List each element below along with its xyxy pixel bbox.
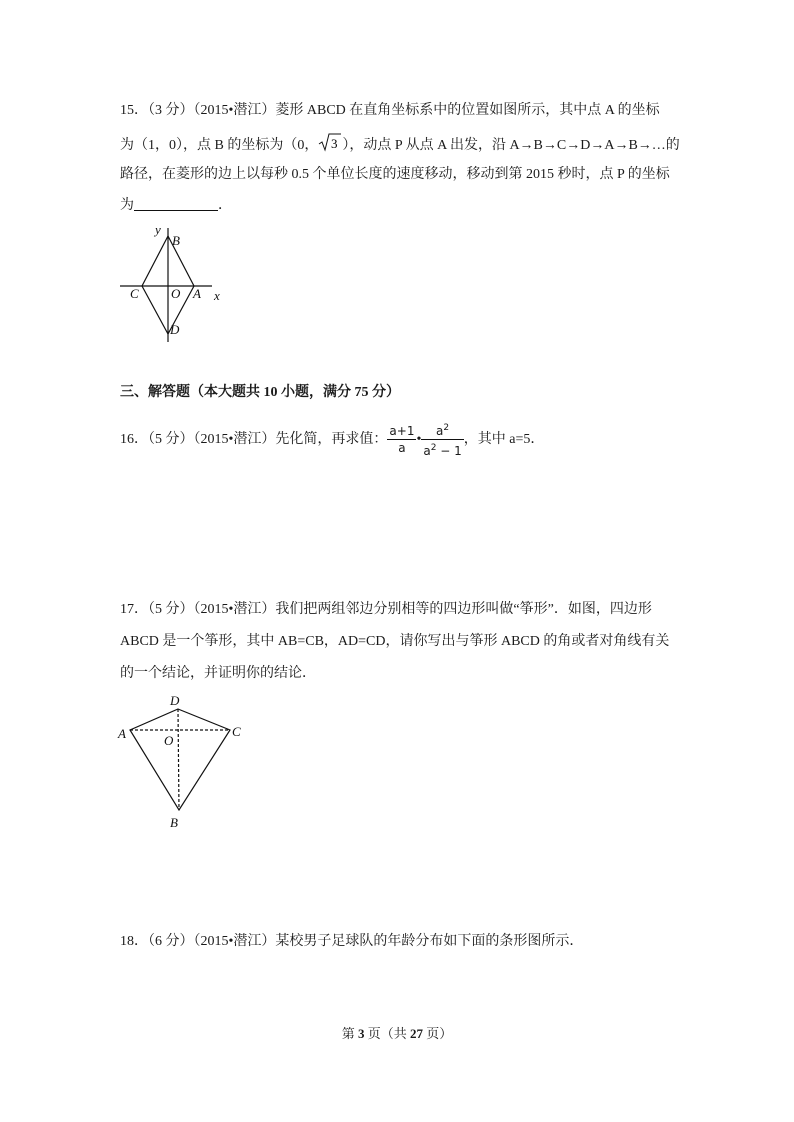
q18-line-1: 18．（6 分）（2015•潜江）某校男子足球队的年龄分布如下面的条形图所示． — [120, 934, 584, 949]
label-o: O — [164, 733, 174, 748]
q15-line-3: 路径，在菱形的边上以每秒 0.5 个单位长度的速度移动，移动到第 2015 秒时，点 P 的坐标 — [120, 167, 670, 182]
q16-post: ，其中 a=5． — [463, 432, 545, 447]
fraction-2-den-base: a — [423, 444, 431, 459]
footer-pre: 第 — [341, 1026, 358, 1041]
q15-line-4-post: ． — [218, 198, 232, 213]
q15-line-4 — [120, 196, 232, 216]
label-o: O — [171, 286, 181, 301]
q17-line-3: 的一个结论，并证明你的结论． — [120, 666, 316, 681]
label-c: C — [232, 724, 241, 739]
label-b: B — [172, 233, 180, 248]
q17-line-1: 17．（5 分）（2015•潜江）我们把两组邻边分别相等的四边形叫做“筝形”．如图，四边形 — [120, 602, 652, 617]
q16-pre: 16．（5 分）（2015•潜江）先化简，再求值： — [120, 432, 388, 447]
fraction-1-denominator: a — [398, 441, 406, 456]
sqrt-argument: 3 — [331, 136, 338, 151]
kite-figure — [116, 692, 252, 832]
rhombus-figure — [118, 222, 228, 344]
total-pages: 27 — [410, 1026, 423, 1041]
page-number: 3 — [357, 1026, 365, 1041]
q15-line-1: 15．（3 分）（2015•潜江）菱形 ABCD 在直角坐标系中的位置如图所示，其中点 A 的坐标 — [120, 103, 660, 118]
multiply-dot: • — [416, 432, 422, 447]
label-a: A — [193, 286, 201, 301]
q15-line-2 — [120, 132, 680, 156]
kite-abcd — [130, 709, 230, 810]
fraction-2-num-base: a — [436, 424, 444, 439]
label-x: x — [214, 288, 220, 303]
q17-line-2: ABCD 是一个筝形，其中 AB=CB，AD=CD，请你写出与筝形 ABCD 的角或者对角线有关 — [120, 634, 670, 649]
fraction-1 — [387, 423, 416, 456]
fraction-1-numerator: a+1 — [389, 424, 415, 439]
sqrt-symbol — [318, 132, 342, 152]
footer-mid: 页（共 — [364, 1026, 410, 1041]
page-footer — [0, 1023, 794, 1042]
label-b: B — [170, 815, 178, 830]
fraction-2-denominator — [421, 440, 463, 459]
q15-line-2-post: ），动点 P 从点 A 出发，沿 A→B→C→D→A→B→…的 — [342, 138, 680, 153]
footer-post: 页） — [423, 1026, 453, 1041]
section-3-heading: 三、解答题（本大题共 10 小题，满分 75 分） — [120, 385, 400, 400]
fraction-2 — [421, 420, 463, 459]
label-y: y — [155, 222, 161, 237]
fraction-2-num-exponent: 2 — [443, 423, 450, 434]
fraction-2-den-tail: − 1 — [436, 444, 462, 459]
diagonal-bd — [178, 709, 179, 810]
label-d: D — [170, 322, 180, 337]
label-d: D — [170, 693, 180, 708]
label-c: C — [130, 286, 139, 301]
q15-line-2-pre: 为（1，0），点 B 的坐标为（0， — [120, 138, 319, 153]
fraction-2-den-exponent: 2 — [430, 443, 437, 454]
q15-line-4-pre: 为 — [120, 198, 134, 213]
fraction-2-numerator — [421, 420, 463, 440]
answer-blank — [134, 196, 218, 211]
label-a: A — [118, 726, 126, 741]
q16-line — [120, 420, 544, 460]
